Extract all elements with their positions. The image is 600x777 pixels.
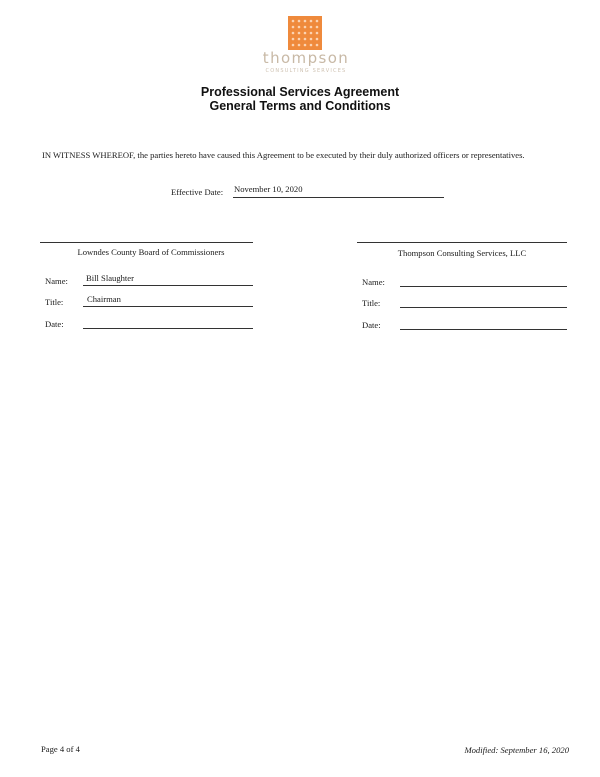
right-name-line [400,286,567,287]
logo-wordmark: thompson [262,49,350,67]
effective-date-line [233,197,444,198]
left-title-line [83,306,253,307]
effective-date-value: November 10, 2020 [234,184,303,194]
logo-tagline: CONSULTING SERVICES [265,68,347,74]
page-number: Page 4 of 4 [41,744,80,754]
right-name-label: Name: [362,277,385,287]
right-party-signature-line [357,242,567,243]
right-date-label: Date: [362,320,381,330]
modified-date: Modified: September 16, 2020 [464,745,569,755]
left-name-line [83,285,253,286]
right-title-line [400,307,567,308]
right-party-name: Thompson Consulting Services, LLC [397,248,527,258]
left-party-name: Lowndes County Board of Commissioners [77,247,225,257]
left-title-label: Title: [45,297,64,307]
left-title-value: Chairman [87,294,121,304]
witness-clause: IN WITNESS WHEREOF, the parties hereto have caused this Agreement to be executed by their duly authorized officers or representatives. [42,150,525,160]
left-party-signature-line [40,242,253,243]
left-name-label: Name: [45,276,68,286]
right-date-line [400,329,567,330]
company-logo [258,16,354,78]
left-name-value: Bill Slaughter [86,273,134,283]
title-line-2: General Terms and Conditions [209,99,391,113]
title-line-1: Professional Services Agreement [200,85,400,99]
left-date-label: Date: [45,319,64,329]
left-date-line [83,328,253,329]
right-title-label: Title: [362,298,381,308]
effective-date-label: Effective Date: [171,187,224,197]
dot-grid-logo-icon [288,16,322,50]
document-title [0,85,600,113]
